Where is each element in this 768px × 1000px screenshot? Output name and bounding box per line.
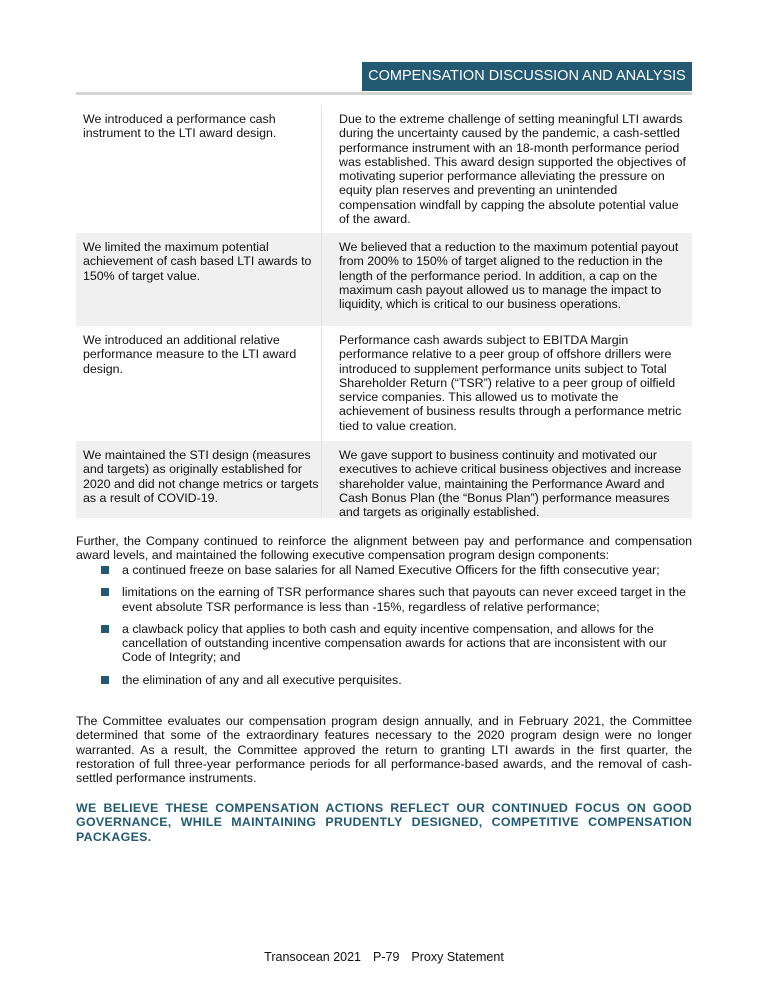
table-row <box>76 441 692 518</box>
list-item <box>76 563 692 577</box>
page-footer <box>0 950 768 964</box>
list-item <box>76 673 692 687</box>
footer-company: Transocean 2021 <box>264 950 361 964</box>
table-row <box>76 105 692 233</box>
committee-paragraph: The Committee evaluates our compensation program design annually, and in February 2021, the Committee determined that some of the extraordinary features necessary to the 2020 program design were no longer warranted. As a result, the Committee approved the return to granting LTI awards in the first quarter, the restoration of full three-year performance periods for all performance-based awards, and the removal of cash-settled performance instruments. <box>76 714 692 786</box>
bullet-text: a continued freeze on base salaries for all Named Executive Officers for the fifth consecutive year; <box>122 563 660 577</box>
rationale-cell: We gave support to business continuity and motivated our executives to achieve critical business objectives and increase shareholder value, maintaining the Performance Award and Cash Bonus Plan (the “Bonus Plan”) performance measures and targets as originally established. <box>339 448 682 520</box>
bullet-text: the elimination of any and all executive perquisites. <box>122 672 402 687</box>
actions-table <box>76 105 692 518</box>
bullet-text: a clawback policy that applies to both cash and equity incentive compensation, and allows for the cancellation of outstanding incentive compensation awards for actions that are inconsistent with our Code of Integrity; and <box>122 621 667 665</box>
header-divider <box>76 92 692 95</box>
bullet-text: limitations on the earning of TSR performance shares such that payouts can never exceed target in the event absolute TSR performance is less than -15%, regardless of relative performance; <box>122 585 686 614</box>
rationale-cell: Performance cash awards subject to EBITDA Margin performance relative to a peer group of offshore drillers were introduced to supplement performance units subject to Total Shareholder Return (“TSR”) relative to a peer group of oilfield service companies. This allowed us to motivate the achievement of business results through a performance metric tied to value creation. <box>339 333 682 433</box>
bullet-list <box>76 563 692 695</box>
square-bullet-icon <box>101 588 109 596</box>
rationale-cell: Due to the extreme challenge of setting meaningful LTI awards during the uncertainty caused by the pandemic, a cash-settled performance instrument with an 18-month performance period was established. This award design supported the objectives of motivating superior performance alleviating the pressure on equity plan reserves and preventing an unintended compensation windfall by capping the absolute potential value of the award. <box>339 112 686 227</box>
action-cell: We limited the maximum potential achievement of cash based LTI awards to 150% of target value. <box>76 233 322 326</box>
section-header: COMPENSATION DISCUSSION AND ANALYSIS <box>362 62 692 91</box>
list-item <box>76 585 692 614</box>
action-cell: We introduced an additional relative performance measure to the LTI award design. <box>76 326 322 441</box>
action-cell: We maintained the STI design (measures and targets) as originally established for 2020 and did not change metrics or targets as a result of COVID-19. <box>76 441 322 518</box>
action-cell: We introduced a performance cash instrument to the LTI award design. <box>76 105 322 233</box>
table-row <box>76 326 692 441</box>
footer-page-number: P-79 <box>373 950 400 964</box>
square-bullet-icon <box>101 676 109 684</box>
footer-document: Proxy Statement <box>411 950 504 964</box>
table-row <box>76 233 692 326</box>
rationale-cell: We believed that a reduction to the maximum potential payout from 200% to 150% of target aligned to the reduction in the length of the performance period. In addition, a cap on the maximum cash payout allowed us to manage the impact to liquidity, which is critical to our business operations. <box>339 240 679 312</box>
square-bullet-icon <box>101 566 109 574</box>
square-bullet-icon <box>101 625 109 633</box>
callout-statement: WE BELIEVE THESE COMPENSATION ACTIONS REFLECT OUR CONTINUED FOCUS ON GOOD GOVERNANCE, WHILE MAINTAINING PRUDENTLY DESIGNED, COMPETITIVE COMPENSATION PACKAGES. <box>76 801 692 844</box>
intro-paragraph: Further, the Company continued to reinforce the alignment between pay and performance and compensation award levels, and maintained the following executive compensation program design components: <box>76 534 692 563</box>
list-item <box>76 622 692 665</box>
